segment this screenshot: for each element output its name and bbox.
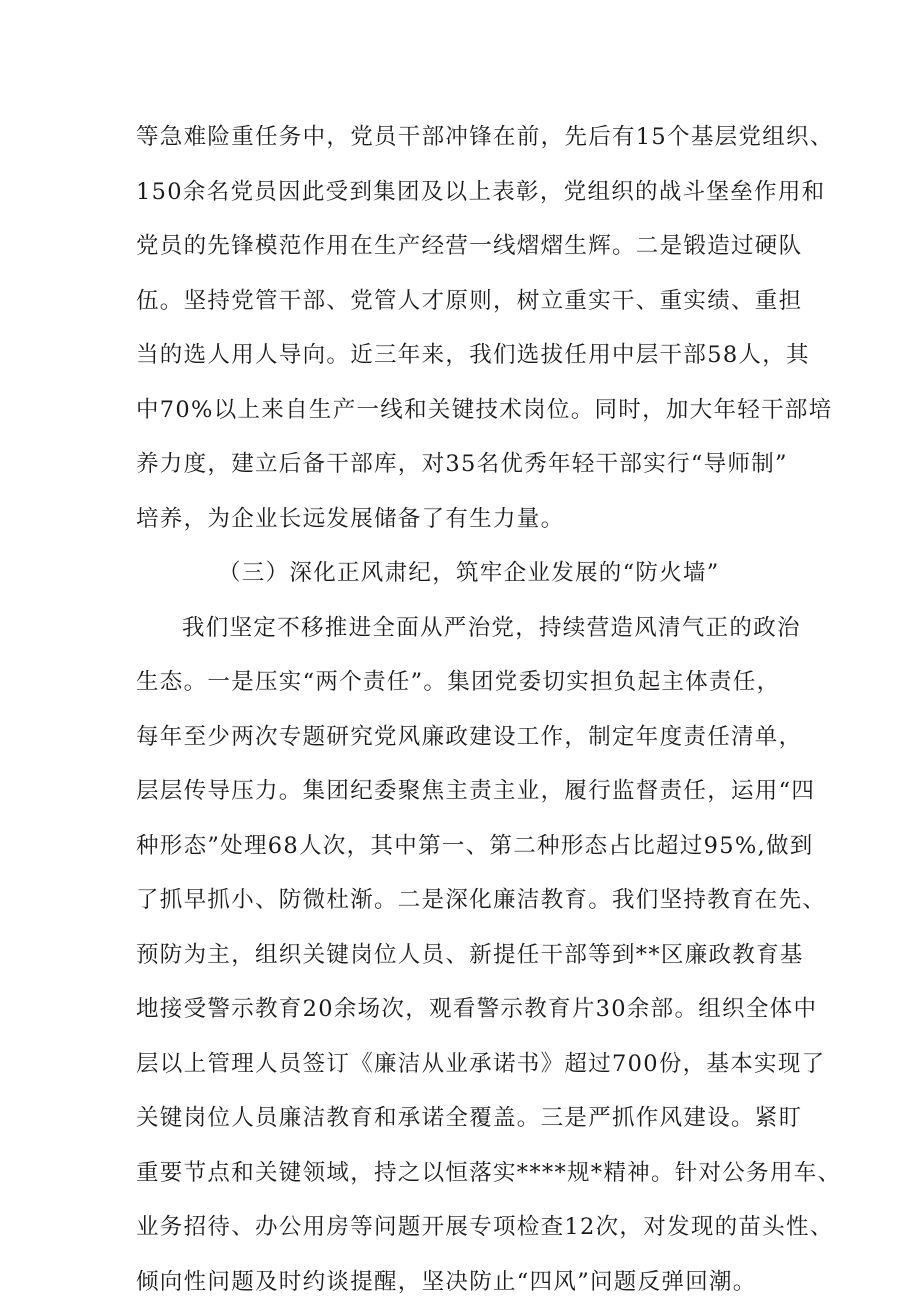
text-line: 我们坚定不移推进全面从严治党，持续营造风清气正的政治 bbox=[136, 601, 796, 656]
text-line: 层层传导压力。集团纪委聚焦主责主业，履行监督责任，运用“四 bbox=[136, 764, 796, 819]
text-line: 重要节点和关键领域，持之以恒落实****规*精神。针对公务用车、 bbox=[136, 1146, 796, 1201]
text-line: 业务招待、办公用房等问题开展专项检查12次，对发现的苗头性、 bbox=[136, 1200, 796, 1255]
section-heading: （三）深化正风肃纪，筑牢企业发展的“防火墙” bbox=[136, 546, 796, 601]
text-line: 预防为主，组织关键岗位人员、新提任干部等到**区廉政教育基 bbox=[136, 928, 796, 983]
text-line: 倾向性问题及时约谈提醒，坚决防止“四风”问题反弹回潮。 bbox=[136, 1255, 796, 1309]
text-line: 养力度，建立后备干部库，对35名优秀年轻干部实行“导师制” bbox=[136, 437, 796, 492]
text-line: 了抓早抓小、防微杜渐。二是深化廉洁教育。我们坚持教育在先、 bbox=[136, 873, 796, 928]
text-line: 等急难险重任务中，党员干部冲锋在前，先后有15个基层党组织、 bbox=[136, 110, 796, 165]
text-line: 层以上管理人员签订《廉洁从业承诺书》超过700份，基本实现了 bbox=[136, 1037, 796, 1092]
text-line: 地接受警示教育20余场次，观看警示教育片30余部。组织全体中 bbox=[136, 982, 796, 1037]
text-line: 当的选人用人导向。近三年来，我们选拔任用中层干部58人，其 bbox=[136, 328, 796, 383]
text-line: 生态。一是压实“两个责任”。集团党委切实担负起主体责任， bbox=[136, 655, 796, 710]
text-line: 种形态”处理68人次，其中第一、第二种形态占比超过95%,做到 bbox=[136, 819, 796, 874]
text-line: 伍。坚持党管干部、党管人才原则，树立重实干、重实绩、重担 bbox=[136, 274, 796, 329]
text-line: 中70%以上来自生产一线和关键技术岗位。同时，加大年轻干部培 bbox=[136, 383, 796, 438]
text-line: 150余名党员因此受到集团及以上表彰，党组织的战斗堡垒作用和 bbox=[136, 165, 796, 220]
text-line: 每年至少两次专题研究党风廉政建设工作，制定年度责任清单， bbox=[136, 710, 796, 765]
text-line: 培养，为企业长远发展储备了有生力量。 bbox=[136, 492, 796, 547]
document-body bbox=[136, 110, 796, 1309]
text-line: 党员的先锋模范作用在生产经营一线熠熠生辉。二是锻造过硬队 bbox=[136, 219, 796, 274]
paragraph-discipline bbox=[136, 601, 796, 1309]
paragraph-party-building bbox=[136, 110, 796, 546]
text-line: 关键岗位人员廉洁教育和承诺全覆盖。三是严抓作风建设。紧盯 bbox=[136, 1091, 796, 1146]
